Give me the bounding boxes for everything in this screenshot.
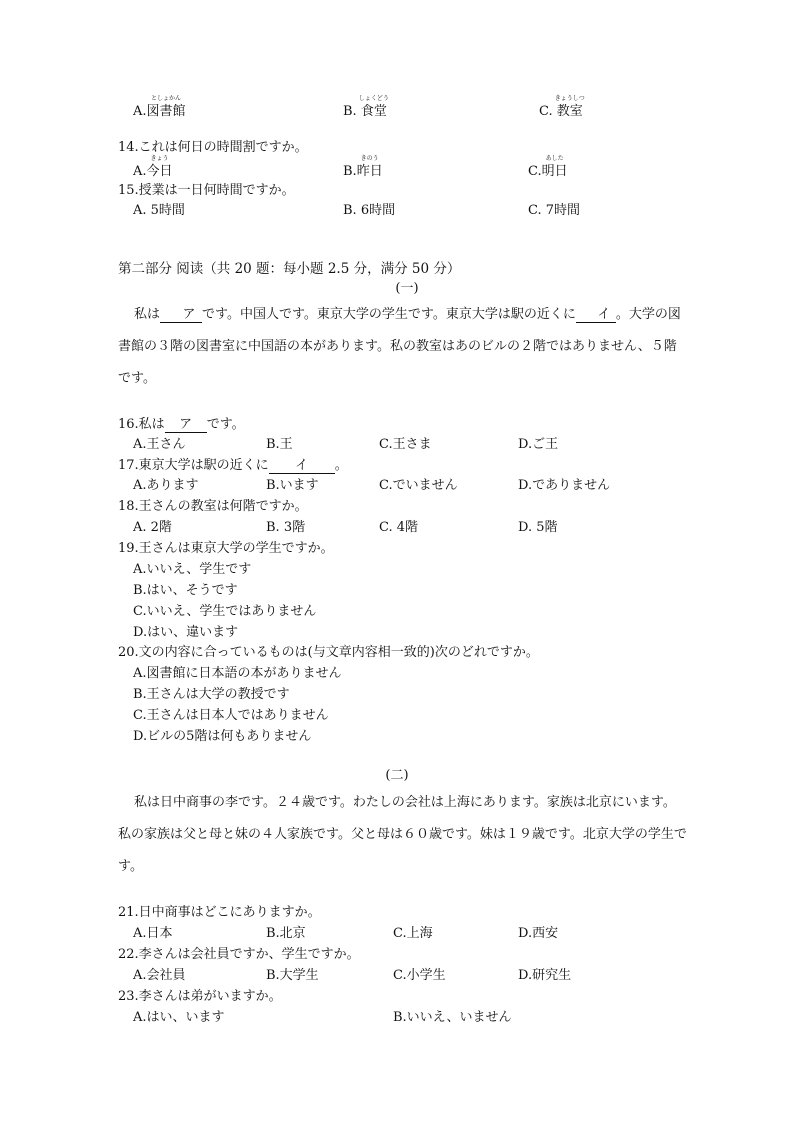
q23-stem: 23.李さんは弟がいますか。: [118, 989, 282, 1004]
q20-option-b: B.王さんは大学の教授です: [133, 687, 290, 702]
q13-option-b: B. しょくどう 食堂: [343, 95, 389, 119]
q22-option-d: D.研究生: [518, 968, 572, 983]
furigana: きのう: [360, 155, 379, 162]
q22-option-a: A.会社員: [133, 968, 186, 983]
furigana: しょくどう: [358, 95, 389, 102]
passage-2: 私は日中商事の李です。２４歳です。わたしの会社は上海にあります。家族は北京にいます。私の家族は父と母と妹の４人家族です。父と母は６０歳です。妹は１９歳です。北京大学の学生です。: [118, 795, 687, 874]
q15-stem: 15.授業は一日何時間ですか。: [118, 183, 295, 198]
q15-option-b: B. 6時間: [343, 203, 396, 218]
q19-option-b: B.はい、そうです: [133, 583, 238, 598]
q20-option-c: C.王さんは日本人ではありません: [133, 708, 329, 723]
q14-option-c: C. あした 明日: [528, 155, 568, 179]
blank-a: ア: [165, 418, 207, 433]
q21-option-b: B.北京: [266, 926, 306, 941]
q19-stem: 19.王さんは東京大学の学生ですか。: [118, 541, 334, 556]
q22-option-b: B.大学生: [266, 968, 319, 983]
q14-option-a: A. きょう 今日: [133, 155, 173, 179]
q17-option-a: A.あります: [133, 478, 199, 493]
q16-option-b: B.王: [266, 437, 293, 452]
q21-option-a: A.日本: [133, 926, 173, 941]
furigana: きょう: [150, 155, 169, 162]
q16-option-a: A.王さん: [133, 437, 186, 452]
q20-option-d: D.ビルの5階は何もありません: [133, 729, 312, 744]
q18-stem: 18.王さんの教室は何階ですか。: [118, 499, 308, 514]
q18-option-b: B. 3階: [266, 520, 306, 535]
blank-i: イ: [576, 308, 616, 323]
q17-stem: 17.東京大学は駅の近くに イ 。: [118, 458, 348, 473]
q23-option-a: A.はい、います: [133, 1010, 225, 1025]
q21-option-c: C.上海: [393, 926, 433, 941]
q19-option-a: A.いいえ、学生です: [133, 562, 252, 577]
q23-option-b: B.いいえ、いません: [393, 1010, 512, 1025]
q22-option-c: C.小学生: [393, 968, 446, 983]
q19-option-c: C.いいえ、学生ではありません: [133, 604, 317, 619]
section-heading: 第二部分 阅读（共 20 题：每小题 2.5 分，满分 50 分）: [118, 261, 461, 277]
blank-i: イ: [269, 459, 335, 474]
q20-stem: 20.文の内容に合っているものは(与文章内容相一致的)次のどれですか。: [118, 645, 539, 660]
furigana: きょうしつ: [554, 95, 585, 102]
furigana: あした: [545, 155, 564, 162]
q22-stem: 22.李さんは会社員ですか、学生ですか。: [118, 947, 360, 962]
q16-option-c: C.王さま: [379, 437, 432, 452]
q13-option-c: C. きょうしつ 教室: [539, 95, 585, 119]
q20-option-a: A.図書館に日本語の本がありません: [133, 666, 342, 681]
q18-option-a: A. 2階: [133, 520, 172, 535]
passage-2-number: (二): [385, 768, 409, 783]
furigana: としょかん: [151, 95, 182, 102]
q18-option-d: D. 5階: [518, 520, 558, 535]
q21-option-d: D.西安: [518, 926, 559, 941]
q15-option-c: C. 7時間: [528, 203, 581, 218]
q17-option-c: C.でいません: [379, 478, 458, 493]
passage-1: 私は ア です。中国人です。東京大学の学生です。東京大学は駅の近くに イ 。大学の図書館の３階の図書室に中国語の本があります。私の教室はあのビルの２階ではありません、５階です。: [118, 307, 681, 386]
q17-option-d: D.でありません: [518, 478, 611, 493]
passage-1-number: (一): [395, 281, 419, 296]
q14-option-b: B. きのう 昨日: [343, 155, 383, 179]
q14-stem: 14.これは何日の時間割ですか。: [118, 140, 308, 155]
q17-option-b: B.います: [266, 478, 319, 493]
q16-option-d: D.ご王: [518, 437, 559, 452]
q15-option-a: A. 5時間: [133, 203, 185, 218]
blank-a: ア: [160, 308, 202, 323]
q19-option-d: D.はい、違います: [133, 625, 239, 640]
q21-stem: 21.日中商事はどこにありますか。: [118, 905, 321, 920]
q13-option-a: A. としょかん 図書館: [133, 95, 186, 119]
q18-option-c: C. 4階: [379, 520, 419, 535]
q16-stem: 16.私は ア です。: [118, 417, 245, 432]
